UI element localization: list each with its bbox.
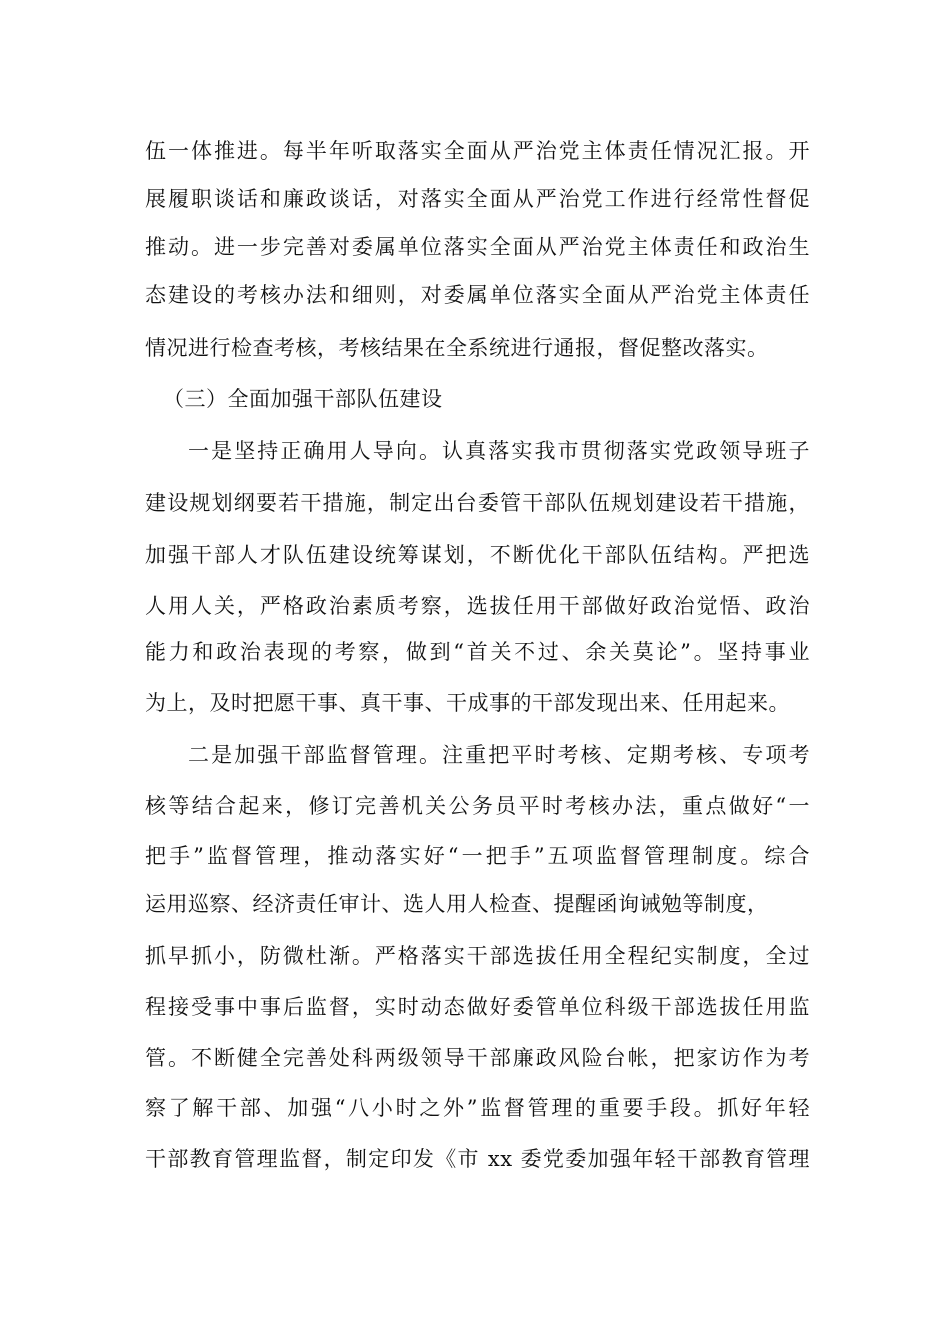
body-line: 情况进行检查考核，考核结果在全系统进行通报，督促整改落实。 — [145, 336, 769, 360]
body-line: 运用巡察、经济责任审计、选人用人检查、提醒函询诫勉等制度， — [145, 892, 769, 916]
body-line: 抓早抓小，防微杜渐。严格落实干部选拔任用全程纪实制度，全过 — [145, 944, 810, 968]
paragraph-first-line: 一是坚持正确用人导向。认真落实我市贯彻落实党政领导班子 — [188, 439, 810, 463]
body-line: 为上，及时把愿干事、真干事、干成事的干部发现出来、任用起来。 — [145, 691, 790, 715]
body-line: 加强干部人才队伍建设统筹谋划，不断优化干部队伍结构。严把选 — [145, 543, 810, 567]
paragraph-first-line: 二是加强干部监督管理。注重把平时考核、定期考核、专项考 — [188, 743, 810, 767]
body-line: 察了解干部、加强“八小时之外”监督管理的重要手段。抓好年轻 — [145, 1096, 810, 1120]
body-line: 伍一体推进。每半年听取落实全面从严治党主体责任情况汇报。开 — [145, 139, 810, 163]
body-line: 态建设的考核办法和细则，对委属单位落实全面从严治党主体责任 — [145, 283, 810, 307]
body-line: 把手”监督管理，推动落实好“一把手”五项监督管理制度。综合 — [145, 844, 810, 868]
body-line: 程接受事中事后监督，实时动态做好委管单位科级干部选拔任用监 — [145, 995, 810, 1019]
body-line: 建设规划纲要若干措施，制定出台委管干部队伍规划建设若干措施， — [145, 491, 810, 515]
body-line: 核等结合起来，修订完善机关公务员平时考核办法，重点做好“一 — [145, 794, 810, 818]
body-line: 推动。进一步完善对委属单位落实全面从严治党主体责任和政治生 — [145, 235, 810, 259]
section-heading: （三）全面加强干部队伍建设 — [163, 387, 443, 411]
body-line: 能力和政治表现的考察，做到“首关不过、余关莫论”。坚持事业 — [145, 640, 810, 664]
body-line: 干部教育管理监督，制定印发《市 xx 委党委加强年轻干部教育管理 — [145, 1147, 810, 1171]
body-line: 管。不断健全完善处科两级领导干部廉政风险台帐，把家访作为考 — [145, 1046, 810, 1070]
body-line: 展履职谈话和廉政谈话，对落实全面从严治党工作进行经常性督促 — [145, 187, 810, 211]
body-line: 人用人关，严格政治素质考察，选拔任用干部做好政治觉悟、政治 — [145, 594, 810, 618]
